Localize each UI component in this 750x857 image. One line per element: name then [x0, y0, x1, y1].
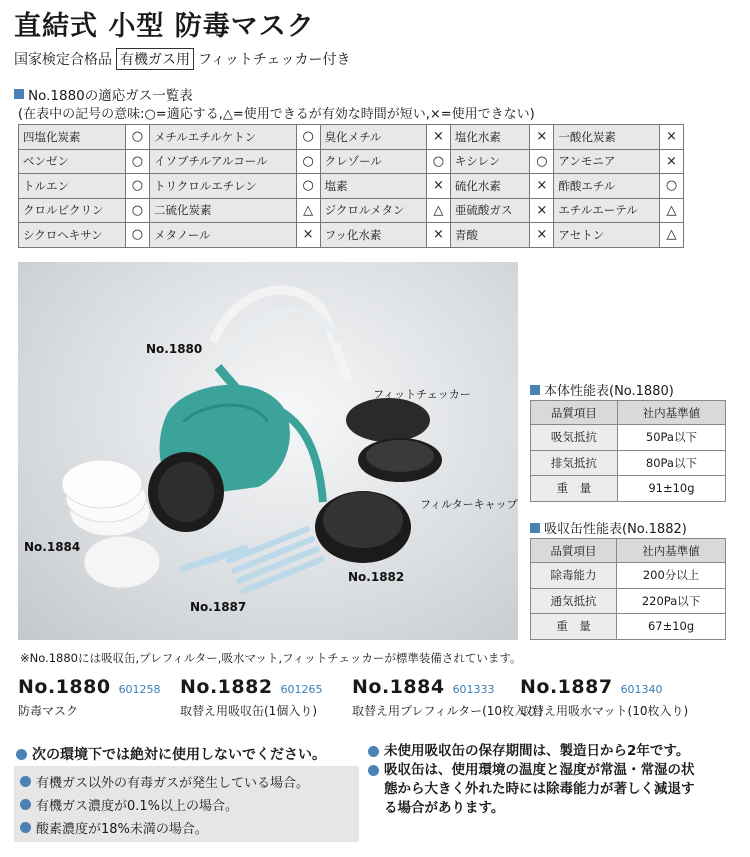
spec-can-heading: [530, 518, 687, 537]
warning-item: [20, 793, 353, 816]
square-bullet-icon: [530, 385, 540, 395]
spec-header: 品質項目: [531, 401, 618, 425]
bullet-dot-icon: [20, 799, 31, 810]
table-row: [531, 563, 726, 589]
gas-name-cell: 二硫化炭素: [149, 198, 296, 223]
product-item: [18, 676, 161, 719]
warning-text: 酸素濃度が18%未満の場合。: [36, 822, 208, 837]
suitability-mark-cell: ×: [530, 223, 554, 248]
suitability-mark-cell: ○: [296, 174, 320, 199]
suitability-mark-cell: ○: [125, 149, 149, 174]
square-bullet-icon: [14, 89, 24, 99]
product-name: 取替え用吸収缶(1個入り): [180, 704, 317, 718]
suitability-mark-cell: ○: [296, 149, 320, 174]
product-number: No.1882: [180, 676, 273, 698]
spec-value: 50Pa以下: [617, 425, 725, 451]
spec-value: 80Pa以下: [617, 450, 725, 476]
label-no1887: No.1887: [190, 600, 247, 614]
warning-heading: [16, 744, 326, 764]
product-number: No.1880: [18, 676, 111, 698]
gas-name-cell: シクロヘキサン: [19, 223, 126, 248]
suitability-mark-cell: ×: [530, 174, 554, 199]
label-filter-cap: フィルターキャップ: [420, 498, 518, 511]
gas-name-cell: エチルエーテル: [554, 198, 660, 223]
suitability-mark-cell: △: [660, 223, 684, 248]
suitability-mark-cell: △: [426, 198, 450, 223]
gas-name-cell: ジクロルメタン: [320, 198, 426, 223]
suitability-mark-cell: ×: [660, 149, 684, 174]
product-item: [180, 676, 323, 719]
warning-box: [14, 766, 359, 842]
label-no1884: No.1884: [24, 540, 81, 554]
spec-header: 社内基準値: [617, 401, 725, 425]
spec-value: 67±10g: [617, 614, 726, 640]
gas-name-cell: クレゾール: [320, 149, 426, 174]
gas-name-cell: ベンゼン: [19, 149, 126, 174]
table-row: [19, 223, 684, 248]
gas-legend: (在表中の記号の意味:○=適応する,△=使用できるが有効な時間が短い,×=使用できない): [18, 107, 535, 122]
gas-name-cell: 臭化メチル: [320, 125, 426, 150]
table-row: [19, 174, 684, 199]
gas-name-cell: 塩化水素: [450, 125, 529, 150]
warning-item: [20, 770, 353, 793]
gas-type-badge: 有機ガス用: [116, 48, 194, 70]
gas-name-cell: 塩素: [320, 174, 426, 199]
square-bullet-icon: [530, 523, 540, 533]
product-photo: [18, 262, 518, 640]
spec-value: 91±10g: [617, 476, 725, 502]
spec-header: 社内基準値: [617, 539, 726, 563]
suitability-mark-cell: ○: [125, 125, 149, 150]
spec-key: 通気抵抗: [531, 588, 617, 614]
gas-name-cell: キシレン: [450, 149, 529, 174]
bullet-dot-icon: [20, 822, 31, 833]
gas-name-cell: 硫化水素: [450, 174, 529, 199]
product-name: 取替え用吸水マット(10枚入り): [520, 704, 689, 718]
spec-body-heading: [530, 380, 674, 399]
gas-name-cell: メタノール: [149, 223, 296, 248]
gas-name-cell: 四塩化炭素: [19, 125, 126, 150]
spec-body-title: 本体性能表(No.1880): [544, 384, 674, 399]
label-no1882: No.1882: [348, 570, 405, 584]
gas-name-cell: 酢酸エチル: [554, 174, 660, 199]
suitability-mark-cell: ×: [660, 125, 684, 150]
product-code: 601258: [118, 683, 161, 696]
suitability-mark-cell: ×: [426, 223, 450, 248]
page-title: 直結式 小型 防毒マスク: [14, 11, 315, 42]
storage-notes: [368, 742, 698, 818]
gas-name-cell: フッ化水素: [320, 223, 426, 248]
bullet-dot-icon: [20, 776, 31, 787]
table-row: [531, 476, 726, 502]
suitability-mark-cell: ×: [530, 198, 554, 223]
gas-name-cell: 亜硫酸ガス: [450, 198, 529, 223]
label-fit-checker: フィットチェッカー: [373, 388, 471, 401]
suitability-mark-cell: ×: [426, 125, 450, 150]
feature-text: フィットチェッカー付き: [198, 52, 351, 68]
storage-text: 吸収缶は、使用環境の温度と湿度が常温・常湿の状態から大きく外れた時には除毒能力が著しく減退する場合があります。: [384, 762, 695, 816]
suitability-mark-cell: ×: [426, 174, 450, 199]
storage-text: 未使用吸収缶の保存期間は、製造日から2年です。: [384, 743, 690, 759]
gas-name-cell: アンモニア: [554, 149, 660, 174]
suitability-mark-cell: ○: [125, 198, 149, 223]
spec-key: 排気抵抗: [531, 450, 618, 476]
table-row: [531, 450, 726, 476]
warning-text: 有機ガス濃度が0.1%以上の場合。: [36, 799, 239, 814]
table-row: [19, 149, 684, 174]
gas-name-cell: メチルエチルケトン: [149, 125, 296, 150]
spec-body-table: [530, 400, 726, 502]
spec-can-table: [530, 538, 726, 640]
warning-item: [20, 816, 353, 839]
gas-name-cell: イソブチルアルコール: [149, 149, 296, 174]
product-number: No.1884: [352, 676, 445, 698]
gas-name-cell: アセトン: [554, 223, 660, 248]
table-row: [531, 614, 726, 640]
gas-name-cell: 一酸化炭素: [554, 125, 660, 150]
table-row: [19, 125, 684, 150]
product-number: No.1887: [520, 676, 613, 698]
suitability-mark-cell: ○: [530, 149, 554, 174]
gas-name-cell: トリクロルエチレン: [149, 174, 296, 199]
product-name: 取替え用プレフィルター(10枚入り): [352, 704, 543, 718]
warning-text: 有機ガス以外の有毒ガスが発生している場合。: [36, 776, 310, 791]
spec-can-title: 吸収缶性能表(No.1882): [544, 522, 687, 537]
table-row: [531, 425, 726, 451]
storage-item: [368, 742, 698, 761]
product-item: [352, 676, 543, 719]
gas-name-cell: トルエン: [19, 174, 126, 199]
product-illustration: [18, 262, 518, 640]
table-row: [531, 588, 726, 614]
suitability-mark-cell: ○: [125, 223, 149, 248]
storage-item: [368, 761, 698, 818]
suitability-mark-cell: △: [296, 198, 320, 223]
spec-key: 重 量: [531, 614, 617, 640]
suitability-mark-cell: ×: [296, 223, 320, 248]
spec-key: 吸気抵抗: [531, 425, 618, 451]
warning-title: 次の環境下では絶対に使用しないでください。: [32, 747, 326, 763]
spec-header: 品質項目: [531, 539, 617, 563]
gas-section-title: No.1880の適応ガス一覧表: [28, 88, 193, 104]
gas-table: [18, 124, 684, 248]
certification-text: 国家検定合格品: [14, 52, 112, 68]
table-row: [19, 198, 684, 223]
gas-name-cell: クロルピクリン: [19, 198, 126, 223]
suitability-mark-cell: ○: [426, 149, 450, 174]
label-no1880: No.1880: [146, 342, 203, 356]
subtitle: [14, 48, 350, 70]
product-code: 601340: [620, 683, 663, 696]
bullet-dot-icon: [16, 749, 27, 760]
suitability-mark-cell: ○: [296, 125, 320, 150]
bullet-dot-icon: [368, 765, 379, 776]
product-item: [520, 676, 688, 719]
product-code: 601333: [452, 683, 495, 696]
gas-name-cell: 青酸: [450, 223, 529, 248]
product-code: 601265: [280, 683, 323, 696]
gas-section-heading: [14, 84, 193, 104]
spec-value: 200分以上: [617, 563, 726, 589]
spec-key: 重 量: [531, 476, 618, 502]
suitability-mark-cell: ○: [660, 174, 684, 199]
included-items-note: ※No.1880には吸収缶,プレフィルター,吸水マット,フィットチェッカーが標準装備されています。: [20, 651, 522, 665]
suitability-mark-cell: ○: [125, 174, 149, 199]
suitability-mark-cell: ×: [530, 125, 554, 150]
suitability-mark-cell: △: [660, 198, 684, 223]
spec-key: 除毒能力: [531, 563, 617, 589]
bullet-dot-icon: [368, 746, 379, 757]
product-name: 防毒マスク: [18, 704, 79, 718]
spec-value: 220Pa以下: [617, 588, 726, 614]
